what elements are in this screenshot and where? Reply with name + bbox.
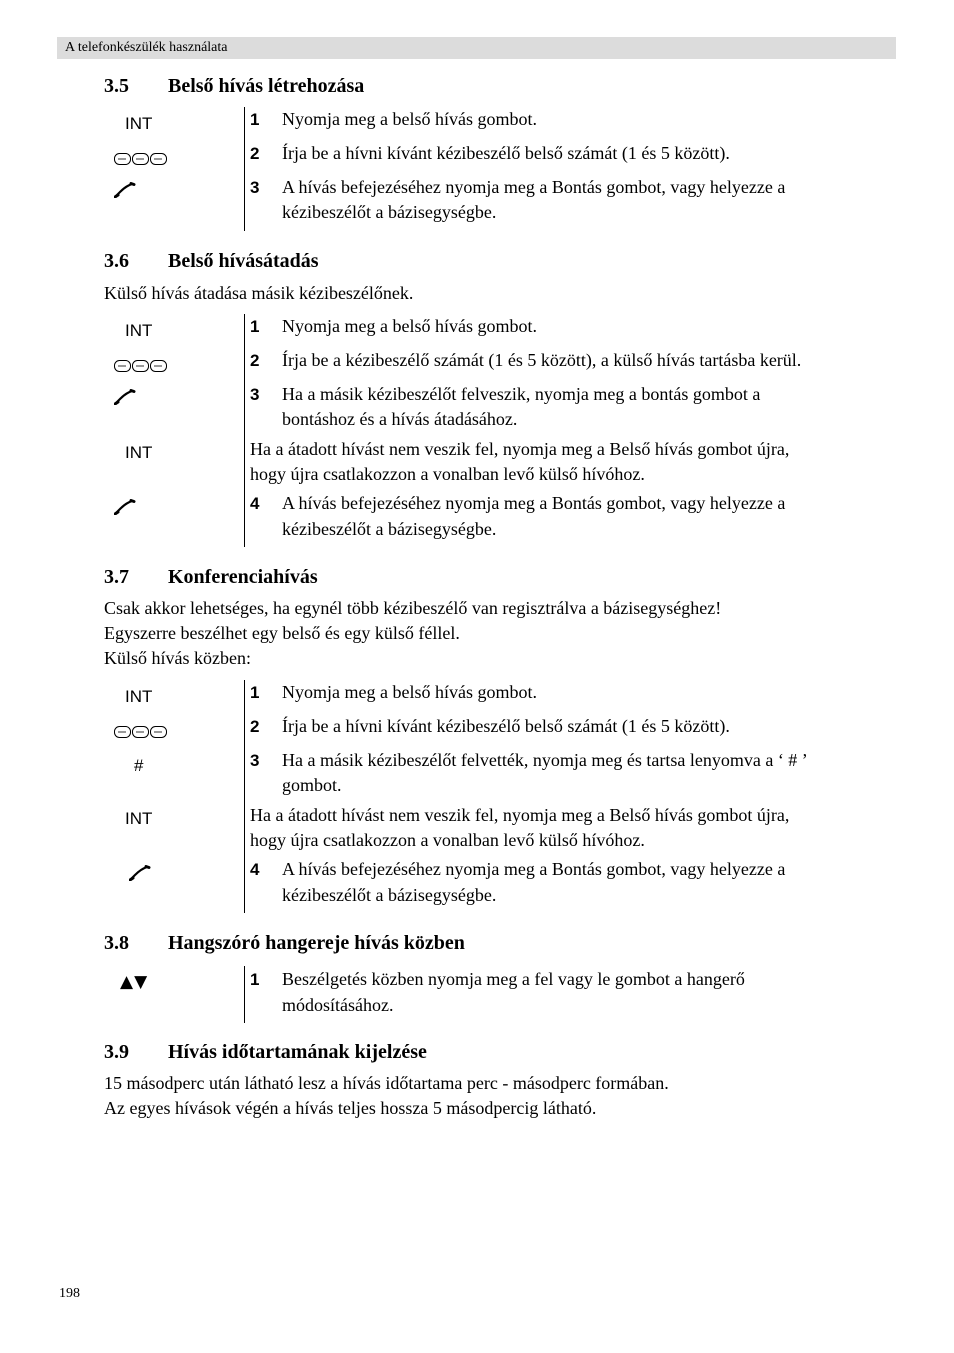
step-text-continued: gombot.: [282, 775, 342, 795]
step-text: A hívás befejezéséhez nyomja meg a Bontás gombot, vagy helyezze a: [282, 859, 786, 879]
up-down-arrows-icon: ▲▼: [120, 972, 149, 992]
section-number: 3.9: [104, 1041, 129, 1063]
section-heading: Konferenciahívás: [168, 566, 318, 588]
step-number: 4: [250, 494, 260, 513]
step-number: 1: [250, 683, 260, 702]
step-number: 4: [250, 860, 260, 879]
step-text: Írja be a hívni kívánt kézibeszélő belső számát (1 és 5 között).: [282, 716, 730, 736]
section-intro: [104, 596, 721, 671]
step-text: Beszélgetés közben nyomja meg a fel vagy le gombot a hangerő: [282, 969, 745, 989]
int-key-label: INT: [125, 443, 153, 462]
section-title-3-5: [104, 75, 364, 98]
step-text-continued: módosításához.: [282, 995, 394, 1015]
step-number: 1: [250, 970, 260, 989]
running-header: [57, 37, 896, 59]
step-text: Ha a másik kézibeszélőt felveszik, nyomja meg a bontás gombot a: [282, 384, 761, 404]
section-number: 3.6: [104, 250, 129, 272]
step-text-continued: kézibeszélőt a bázisegységbe.: [282, 885, 497, 905]
section-heading: Hangszóró hangereje hívás közben: [168, 932, 465, 954]
step-text-continued: bontáshoz és a hívás átadásához.: [282, 409, 518, 429]
intro-line: Egyszerre beszélhet egy belső és egy külső féllel.: [104, 623, 460, 643]
hang-up-handset-icon: [114, 182, 136, 198]
step-number: 2: [250, 351, 260, 370]
step-text: Írja be a kézibeszélő számát (1 és 5 között), a külső hívás tartásba kerül.: [282, 350, 802, 370]
note-line: hogy újra csatlakozzon a vonalban levő külső hívóhoz.: [250, 830, 645, 850]
step-text: Írja be a hívni kívánt kézibeszélő belső számát (1 és 5 között).: [282, 143, 730, 163]
section-heading: Belső hívásátadás: [168, 250, 319, 272]
section-heading: Hívás időtartamának kijelzése: [168, 1041, 427, 1063]
int-key-label: INT: [125, 687, 153, 706]
section-number: 3.5: [104, 75, 129, 97]
step-text-continued: kézibeszélőt a bázisegységbe.: [282, 519, 497, 539]
step-divider-line: [244, 314, 245, 547]
section-intro: Külső hívás átadása másik kézibeszélőnek.: [104, 283, 414, 303]
step-number: 3: [250, 385, 260, 404]
step-number: 1: [250, 317, 260, 336]
step-text: A hívás befejezéséhez nyomja meg a Bontás gombot, vagy helyezze a: [282, 177, 786, 197]
step-note: [250, 803, 789, 853]
section-number: 3.7: [104, 566, 129, 588]
step-text: Ha a másik kézibeszélőt felvették, nyomja meg és tartsa lenyomva a ‘ # ’: [282, 750, 808, 770]
int-key-label: INT: [125, 321, 153, 340]
section-title-3-6: [104, 250, 319, 273]
intro-line: 15 másodperc után látható lesz a hívás időtartama perc - másodperc formában.: [104, 1073, 669, 1093]
step-divider-line: [244, 680, 245, 913]
step-text: Nyomja meg a belső hívás gombot.: [282, 316, 537, 336]
keypad-icon: [114, 726, 168, 738]
section-heading: Belső hívás létrehozása: [168, 75, 365, 97]
int-key-label: INT: [125, 114, 153, 133]
keypad-icon: [114, 153, 168, 165]
step-text: A hívás befejezéséhez nyomja meg a Bontás gombot, vagy helyezze a: [282, 493, 786, 513]
step-number: 2: [250, 144, 260, 163]
section-title-3-7: [104, 566, 318, 589]
step-number: 3: [250, 751, 260, 770]
note-line: Ha a átadott hívást nem veszik fel, nyomja meg a Belső hívás gombot újra,: [250, 439, 790, 459]
step-text: Nyomja meg a belső hívás gombot.: [282, 109, 537, 129]
step-number: 3: [250, 178, 260, 197]
section-intro: [104, 1071, 669, 1121]
page-number: 198: [59, 1286, 80, 1301]
step-number: 1: [250, 110, 260, 129]
step-text: Nyomja meg a belső hívás gombot.: [282, 682, 537, 702]
step-divider-line: [244, 107, 245, 231]
hang-up-handset-icon: [129, 865, 151, 881]
hang-up-handset-icon: [114, 389, 136, 405]
note-line: hogy újra csatlakozzon a vonalban levő külső hívóhoz.: [250, 464, 645, 484]
section-title-3-9: [104, 1041, 427, 1064]
step-text-continued: kézibeszélőt a bázisegységbe.: [282, 202, 497, 222]
section-title-3-8: [104, 932, 465, 955]
intro-line: Külső hívás közben:: [104, 648, 251, 668]
keypad-icon: [114, 360, 168, 372]
hang-up-handset-icon: [114, 499, 136, 515]
hash-key-label: #: [134, 756, 144, 775]
int-key-label: INT: [125, 809, 153, 828]
intro-line: Az egyes hívások végén a hívás teljes hossza 5 másodpercig látható.: [104, 1098, 597, 1118]
step-divider-line: [244, 966, 245, 1023]
section-number: 3.8: [104, 932, 129, 954]
intro-line: Csak akkor lehetséges, ha egynél több kézibeszélő van regisztrálva a bázisegységhez!: [104, 598, 722, 618]
note-line: Ha a átadott hívást nem veszik fel, nyomja meg a Belső hívás gombot újra,: [250, 805, 790, 825]
step-number: 2: [250, 717, 260, 736]
running-header-title: A telefonkészülék használata: [65, 40, 228, 55]
step-note: [250, 437, 789, 487]
